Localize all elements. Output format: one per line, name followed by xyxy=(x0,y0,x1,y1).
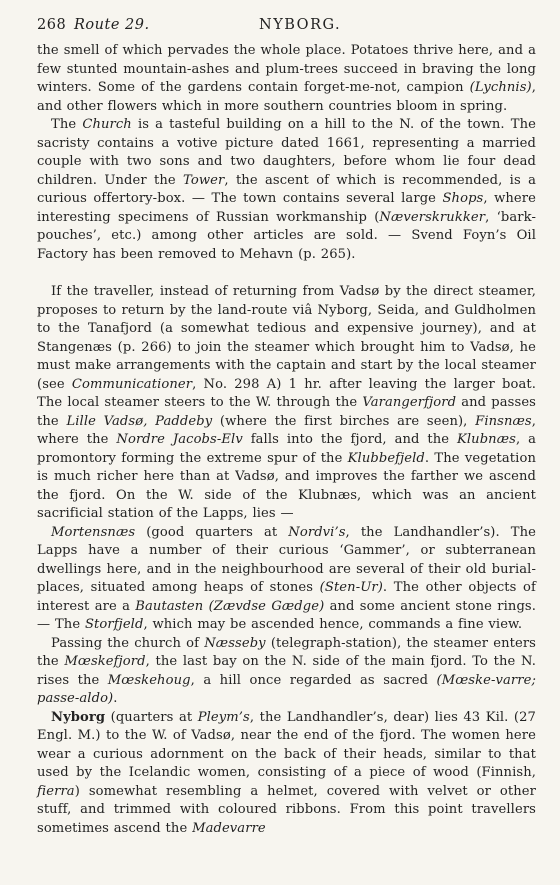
text-run: , a promontory forming the extreme spur of the xyxy=(37,432,537,466)
paragraph xyxy=(37,42,536,116)
paragraph xyxy=(37,283,536,524)
text-run: . The other objects of interest are a xyxy=(37,580,536,614)
body-text xyxy=(37,42,536,838)
text-run: is a tasteful building on a hill to the N. of the town. The sacristy contains a votive picture dated 1661, representing a married couple with two sons and two daughters, before whom lie four dead children. Under the xyxy=(37,117,536,188)
text-run: , which may be ascended hence, commands a fine view. xyxy=(143,617,523,632)
italic-run: Klubnæs xyxy=(457,432,516,447)
text-run: , a hill once regarded as sacred xyxy=(190,672,437,688)
text-run: , the last bay on the N. side of the main fjord. To the N. rises the xyxy=(37,654,537,688)
italic-run: Finsnæs xyxy=(475,413,532,429)
text-run: Passing the church of xyxy=(51,635,205,651)
italic-run: Madevarre xyxy=(192,820,266,836)
italic-run: Communicationer xyxy=(71,376,193,392)
text-run: (quarters at xyxy=(105,709,198,725)
italic-run: Mortensnæs xyxy=(51,524,136,540)
italic-run: fierra xyxy=(37,783,75,799)
running-header xyxy=(37,14,536,38)
italic-run: (Sten-Ur) xyxy=(319,580,383,595)
text-run: the smell of which pervades the whole place. Potatoes thrive here, and a few stunted mountain-ashes and plum-trees succeed in braving the long winters. Some of the gardens contain forget-me-not, campion xyxy=(37,43,536,95)
text-run: falls into the fjord, and the xyxy=(242,432,457,447)
italic-run: Mœskefjord xyxy=(64,654,146,669)
page-number: 268 xyxy=(37,17,67,33)
bold-run: Nyborg xyxy=(51,709,106,725)
running-title: NYBORG. xyxy=(259,17,342,33)
italic-run: Tower xyxy=(183,172,225,188)
text-run: , the Landhandler’s). The Lapps have a number of their curious ‘Gammer’, or subterranean dwellings here, and in the neighbourhood are several of their old burial-places, situated among heaps of stones xyxy=(37,524,537,595)
italic-run: Varangerfjord xyxy=(362,395,457,410)
italic-run: Shops xyxy=(442,191,484,206)
text-run: , and other flowers which in more southern countries bloom in spring. xyxy=(37,80,536,114)
text-run: The xyxy=(51,117,83,132)
italic-run: (Mœske-varre; passe-aldo) xyxy=(37,672,536,706)
text-run: (where the first birches are seen), xyxy=(212,413,476,429)
paragraph xyxy=(37,116,536,264)
paragraph xyxy=(37,709,536,839)
text-run: . The vegetation is much richer here than at Vadsø, and improves the farther we ascend the fjord. On the W. side of the Klubnæs, which was an ancient sacrificial station of the Lapps, lies — xyxy=(37,450,536,521)
route-label: Route 29. xyxy=(74,17,150,33)
paragraph xyxy=(37,524,536,635)
italic-run: Church xyxy=(82,117,132,132)
italic-run: Klubbefjeld xyxy=(347,450,425,466)
text-run: , where interesting specimens of Russian workmanship ( xyxy=(37,191,536,225)
italic-run: Næsseby xyxy=(204,635,266,651)
text-run: (telegraph-station), the steamer enters the xyxy=(37,635,536,669)
italic-run: Nordre Jacobs-Elv xyxy=(116,432,243,447)
italic-run: Bautasten (Zævdse Gædge) xyxy=(135,598,325,614)
italic-run: Nordvi’s xyxy=(288,524,346,540)
text-run: , No. 298 A) 1 hr. after leaving the larger boat. The local steamer steers to the W. through the xyxy=(37,376,536,410)
text-run: and some ancient stone rings. — The xyxy=(37,598,537,632)
italic-run: Pleym’s xyxy=(197,709,250,725)
italic-run: Næverskrukker xyxy=(379,209,486,225)
text-run: , the Landhandler’s, dear) lies 43 Kil. (27 Engl. M.) to the W. of Vadsø, near the end of the fjord. The women here wear a curious adornment on the back of their heads, similar to that used by the Icelandic women, consisting of a piece of wood (Finnish, xyxy=(37,709,536,780)
text-run: , ‘bark-pouches’, etc.) among other articles are sold. — Svend Foyn’s Oil Factory has been removed to Mehavn (p. 265). xyxy=(37,209,536,262)
text-run: , the ascent of which is recommended, is a curious offertory-box. — The town contains several large xyxy=(37,172,536,206)
text-run: If the traveller, instead of returning from Vadsø by the direct steamer, proposes to return by the land-route viâ Nyborg, Seida, and Guldholmen to the Tanafjord (a somewhat tedious and expensive journey), and at Stangenæs (p. 266) to join the steamer which brought him to Vadsø, he must make arrangements with the captain and start by the local steamer (see xyxy=(37,284,536,392)
section-gap xyxy=(37,264,536,283)
text-run: and passes the xyxy=(37,395,536,429)
text-run: ) somewhat resembling a helmet, covered with velvet or other stuff, and trimmed with coloured ribbons. From this point travellers sometimes ascend the xyxy=(37,783,536,836)
italic-run: Mœskehoug xyxy=(107,672,191,688)
italic-run: (Lychnis) xyxy=(469,80,532,95)
text-run: (good quarters at xyxy=(135,524,289,540)
italic-run: Storfjeld xyxy=(84,617,144,632)
text-run: . xyxy=(113,691,118,706)
text-run: , where the xyxy=(37,413,537,447)
paragraph xyxy=(37,635,536,709)
italic-run: Lille Vadsø, Paddeby xyxy=(66,413,213,429)
